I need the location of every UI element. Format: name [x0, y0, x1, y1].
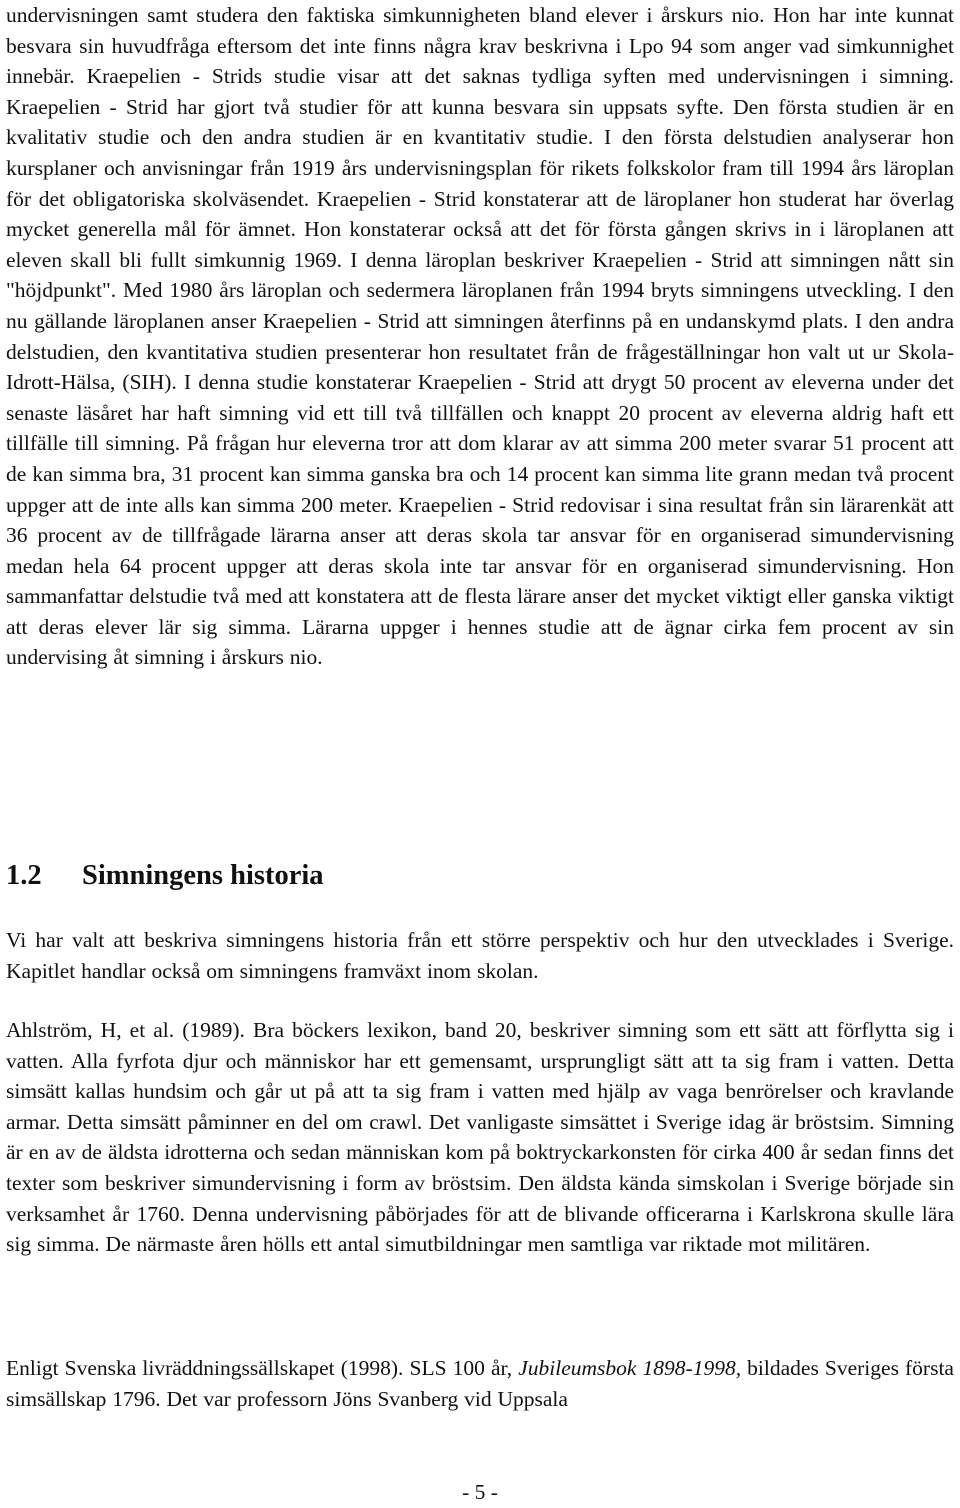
section-heading — [6, 858, 324, 894]
section-title: Simningens historia — [82, 860, 324, 891]
book-title-italic: Jubileumsbok 1898-1998, — [518, 1356, 742, 1380]
body-paragraph-3: Ahlström, H, et al. (1989). Bra böckers lexikon, band 20, beskriver simning som ett sätt att förflytta sig i vatten. Alla fyrfota djur och människor har ett gemensamt, ursprungligt sätt att ta sig fram i vatten. Detta simsätt kallas hundsim och går ut på att ta sig fram i vatten med hjälp av vaga benrörelser och kravlande armar. Detta simsätt påminner en del om crawl. Det vanligaste simsättet i Sverige idag är bröstsim. Simning är en av de äldsta idrotterna och sedan människan kom på boktryckarkonsten för cirka 400 år sedan finns det texter som beskriver simundervisning i form av bröstsim. Den äldsta kända simskolan i Sverige började sin verksamhet år 1760. Denna undervisning påbörjades för att de blivande officerarna i Karlskrona skulle lära sig simma. De närmaste åren hölls ett antal simutbildningar men samtliga var riktade mot militären. — [6, 1018, 954, 1257]
paragraph-4-end: bildades Sveriges första simsällskap 1796. Det var professorn Jöns Svanberg vid Uppsala — [6, 1356, 954, 1411]
body-paragraph-4 — [6, 1353, 954, 1414]
paragraph-4-start: Enligt Svenska livräddningssällskapet (1998). SLS 100 år, — [6, 1356, 519, 1380]
body-paragraph-2: Vi har valt att beskriva simningens historia från ett större perspektiv och hur den utvecklades i Sverige. Kapitlet handlar också om simningens framväxt inom skolan. — [6, 928, 954, 983]
page-number: - 5 - — [462, 1480, 498, 1504]
section-number: 1.2 — [6, 860, 42, 891]
body-paragraph-1: undervisningen samt studera den faktiska simkunnigheten bland elever i årskurs nio. Hon har inte kunnat besvara sin huvudfråga eftersom det inte finns några krav beskrivna i Lpo 94 som anger vad simkunnighet innebär. Kraepelien - Strids studie visar att det saknas tydliga syften med undervisningen i simning. Kraepelien - Strid har gjort två studier för att kunna besvara sin uppsats syfte. Den första studien är en kvalitativ studie och den andra studien är en kvantitativ studie. I den första delstudien analyserar hon kursplaner och anvisningar från 1919 års undervisningsplan för rikets folkskolor fram till 1994 års läroplan för det obligatoriska skolväsendet. Kraepelien - Strid konstaterar att de läroplaner hon studerat har överlag mycket generella mål för ämnet. Hon konstaterar också att det för första gången skrivs in i läroplanen att eleven skall bli fullt simkunnig 1969. I denna läroplan beskriver Kraepelien - Strid att simningen nått sin "höjdpunkt". Med 1980 års läroplan och sedermera läroplanen från 1994 bryts simningens utveckling. I den nu gällande läroplanen anser Kraepelien - Strid att simningen återfinns på en undanskymd plats. I den andra delstudien, den kvantitativa studien presenterar hon resultatet från de frågeställningar hon valt ut ur Skola-Idrott-Hälsa, (SIH). I denna studie konstaterar Kraepelien - Strid att drygt 50 procent av eleverna under det senaste läsåret har haft simning vid ett till två tillfällen och knappt 20 procent av eleverna aldrig haft ett tillfälle till simning. På frågan hur eleverna tror att dom klarar av att simma 200 meter svarar 51 procent att de kan simma bra, 31 procent kan simma ganska bra och 14 procent kan simma lite grann medan två procent uppger att de inte alls kan simma 200 meter. Kraepelien - Strid redovisar i sina resultat från sin lärarenkät att 36 procent av de tillfrågade lärarna anser att deras skola tar ansvar för en organiserad simundervisning medan hela 64 procent uppger att deras skola inte tar ansvar för en organiserad simundervisning. Hon sammanfattar delstudie två med att konstatera att de flesta lärare anser det mycket viktigt eller ganska viktigt att deras elever lär sig simma. Lärarna uppger i hennes studie att de ägnar cirka fem procent av sin undervising åt simning i årskurs nio. — [6, 3, 954, 670]
